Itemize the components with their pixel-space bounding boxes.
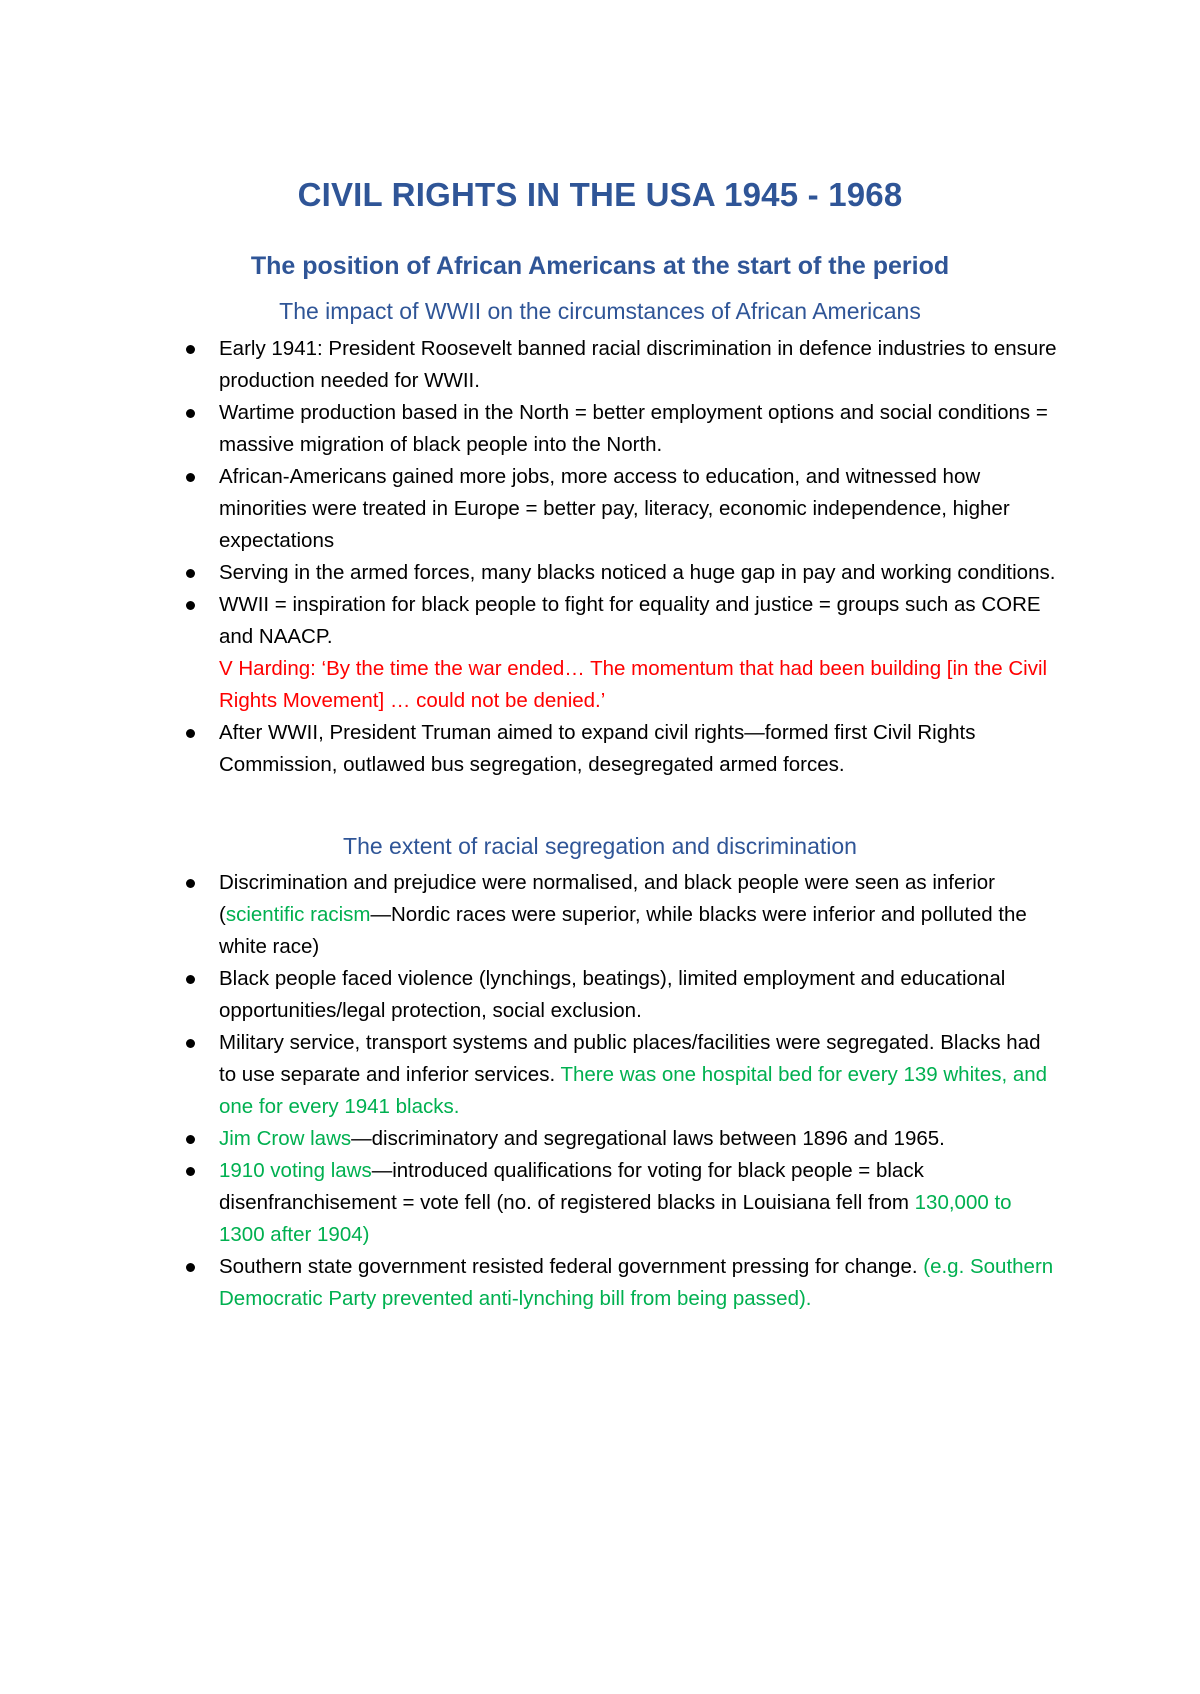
wwii-impact-list	[182, 333, 1062, 781]
bullet-icon	[186, 1039, 195, 1048]
evidence-text: There was one hospital bed for every 139 whites, and one for every 1941 blacks.	[219, 1063, 1048, 1118]
page-title: CIVIL RIGHTS IN THE USA 1945 - 1968	[297, 176, 903, 213]
list-item	[182, 867, 1062, 963]
list-item-text: —Nordic races were superior, while blacks were inferior and polluted the white race)	[219, 903, 1027, 958]
bullet-icon	[186, 473, 195, 482]
segregation-list	[182, 867, 1062, 1315]
historian-quote: V Harding: ‘By the time the war ended… The momentum that had been building [in the Civil Rights Movement] … could not be denied.’	[219, 657, 1048, 712]
list-item-text: African-Americans gained more jobs, more access to education, and witnessed how minorities were treated in Europe = better pay, literacy, economic independence, higher expectations	[219, 465, 1010, 552]
list-item-text: Black people faced violence (lynchings, beatings), limited employment and educational opportunities/legal protection, social exclusion.	[219, 967, 1006, 1022]
subsection-heading-wwii-impact: The impact of WWII on the circumstances of African Americans	[279, 298, 921, 324]
list-item	[182, 963, 1062, 1027]
list-item-text: Military service, transport systems and public places/facilities were segregated. Blacks had to use separate and inferior services.	[219, 1031, 1041, 1086]
list-item-text: Serving in the armed forces, many blacks noticed a huge gap in pay and working conditions.	[219, 561, 1056, 584]
evidence-text: Jim Crow laws	[219, 1127, 352, 1150]
list-item-text: Discrimination and prejudice were normalised, and black people were seen as inferior (	[219, 871, 995, 926]
list-item	[182, 1251, 1062, 1315]
bullet-icon	[186, 1167, 195, 1176]
bullet-icon	[186, 1135, 195, 1144]
evidence-text: 130,000 to 1300 after 1904)	[219, 1191, 1012, 1246]
list-item-text: —introduced qualifications for voting for black people = black disenfranchisement = vote fell (no. of registered blacks in Louisiana fell from	[219, 1159, 924, 1214]
list-item	[182, 717, 1062, 781]
list-item	[182, 1155, 1062, 1251]
list-item	[182, 1123, 1062, 1155]
evidence-text: (e.g. Southern Democratic Party prevented anti-lynching bill from being passed).	[219, 1255, 1054, 1310]
bullet-icon	[186, 975, 195, 984]
list-item	[182, 1027, 1062, 1123]
list-item-text: —discriminatory and segregational laws between 1896 and 1965.	[351, 1127, 945, 1150]
subsection-heading-segregation: The extent of racial segregation and discrimination	[343, 833, 857, 859]
bullet-icon	[186, 345, 195, 354]
list-item	[182, 397, 1062, 461]
list-item-text: Wartime production based in the North = better employment options and social conditions = massive migration of black people into the North.	[219, 401, 1048, 456]
section-title: The position of African Americans at the start of the period	[250, 252, 950, 280]
list-item-text: Southern state government resisted federal government pressing for change.	[219, 1255, 924, 1278]
list-item-text: WWII = inspiration for black people to fight for equality and justice = groups such as CORE and NAACP.	[219, 593, 1041, 648]
evidence-text: 1910 voting laws	[219, 1159, 372, 1182]
list-item	[182, 333, 1062, 397]
bullet-icon	[186, 1263, 195, 1272]
list-item	[182, 589, 1062, 653]
bullet-icon	[186, 879, 195, 888]
bullet-icon	[186, 569, 195, 578]
list-item-text: Early 1941: President Roosevelt banned racial discrimination in defence industries to ensure production needed for WWII.	[219, 337, 1057, 392]
bullet-icon	[186, 729, 195, 738]
list-item-text: After WWII, President Truman aimed to expand civil rights—formed first Civil Rights Commission, outlawed bus segregation, desegregated armed forces.	[219, 721, 976, 776]
list-item	[182, 461, 1062, 557]
bullet-icon	[186, 601, 195, 610]
list-item	[182, 557, 1062, 589]
bullet-icon	[186, 409, 195, 418]
evidence-text: scientific racism	[225, 903, 371, 926]
